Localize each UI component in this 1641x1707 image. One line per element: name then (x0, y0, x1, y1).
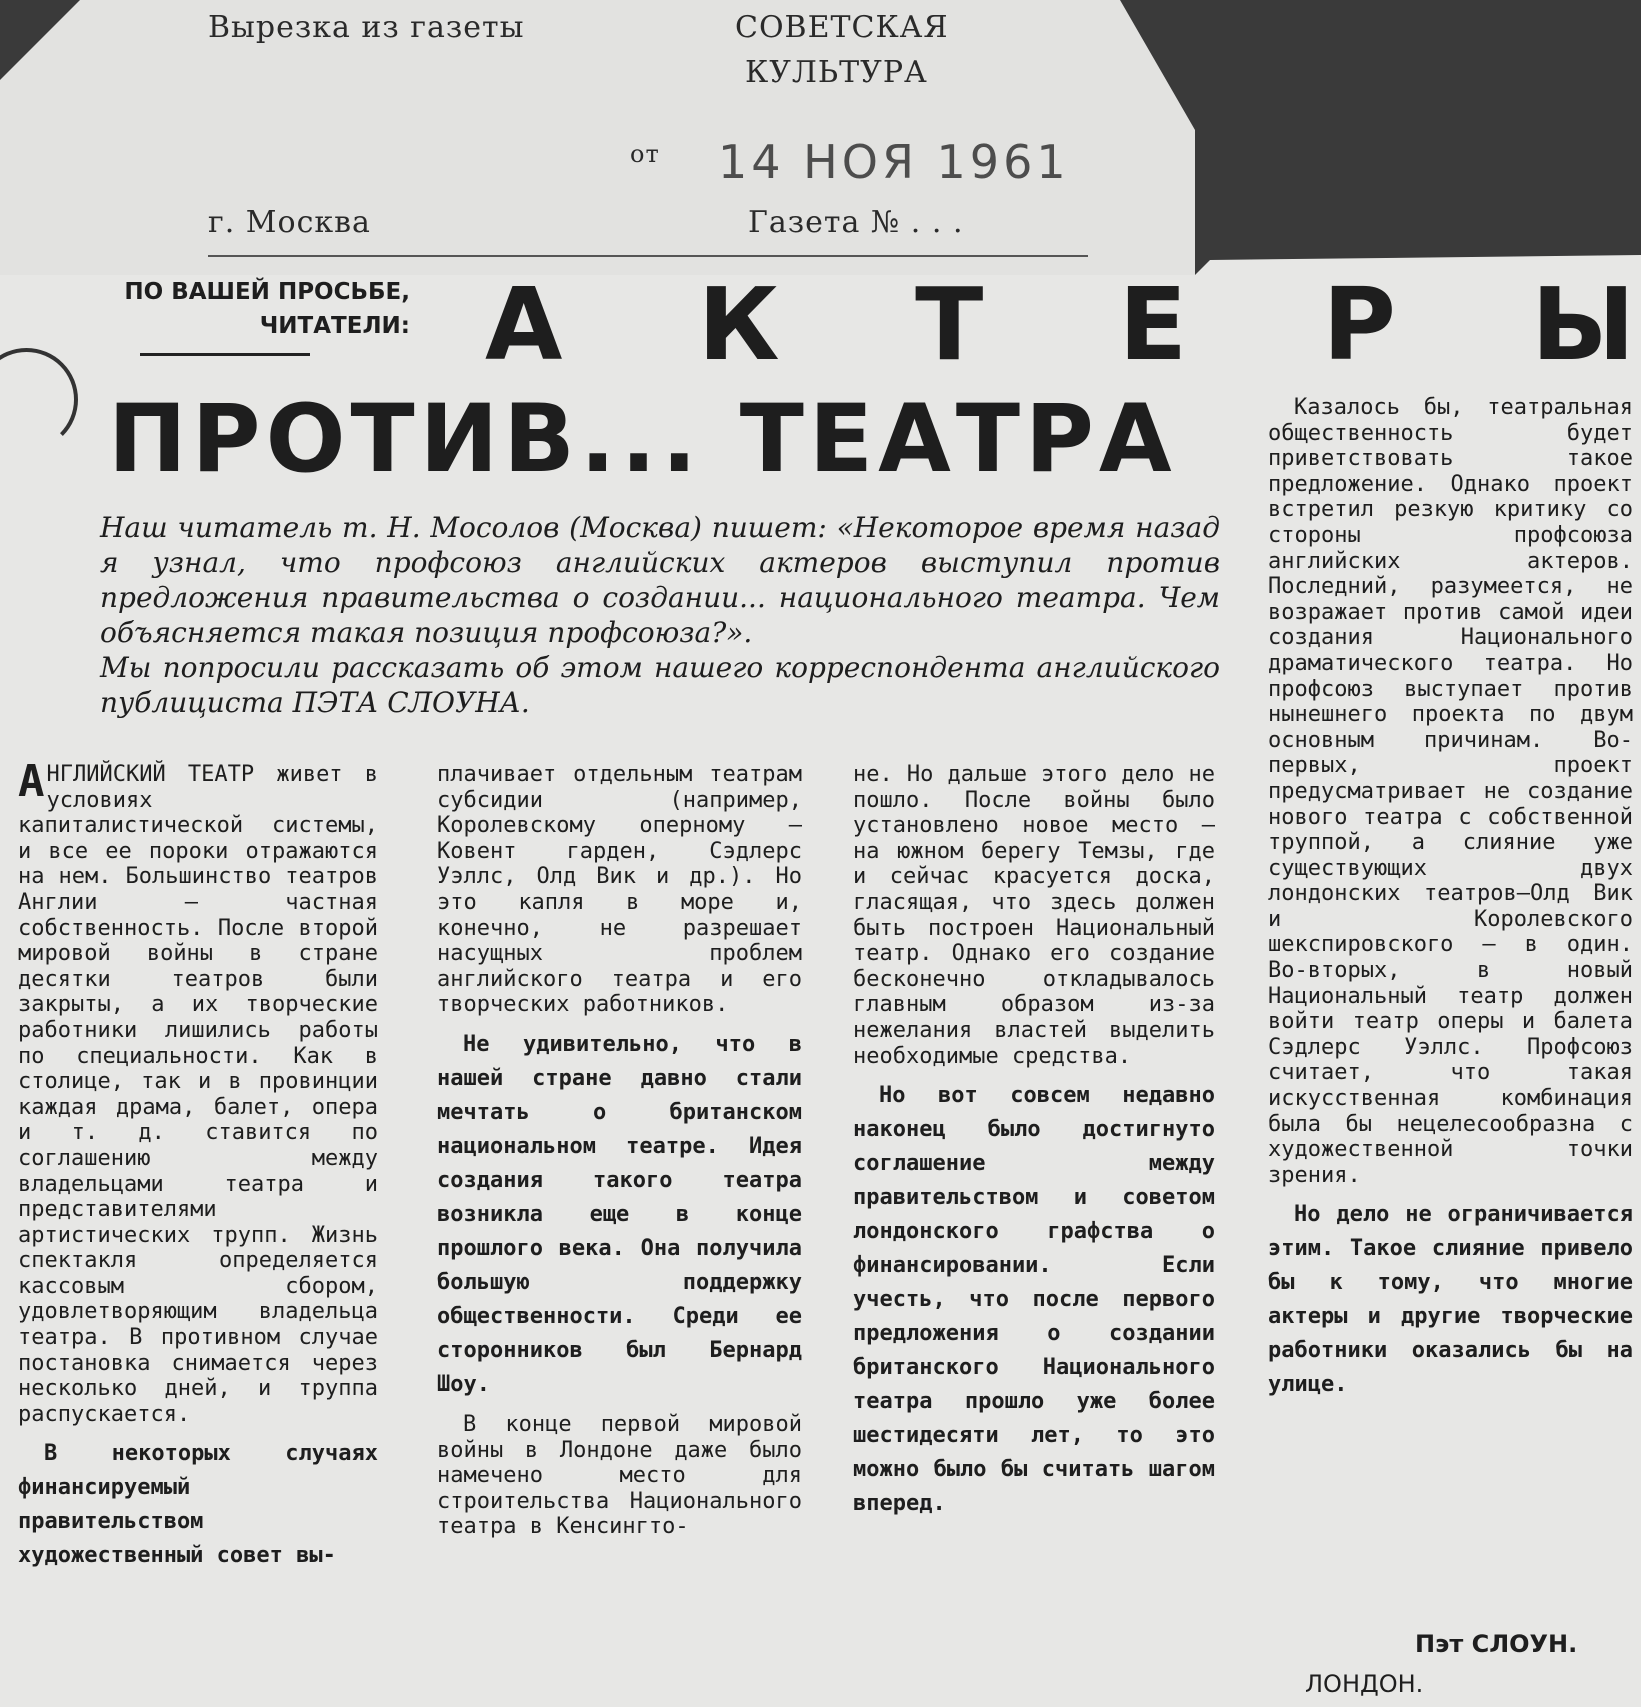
column-4 (1268, 395, 1633, 1412)
paragraph: В конце первой мировой войны в Лондоне даже было намечено место для строительства Национального театра в Кенсингто- (437, 1411, 802, 1540)
rubric-line2: ЧИТАТЕЛИ: (259, 313, 410, 339)
author-signature: Пэт СЛОУН. (1415, 1630, 1578, 1658)
column-1 (18, 756, 378, 1583)
paragraph: Казалось бы, театральная общественность будет приветствовать такое предложение. Однако проект встретил резкую критику со стороны профсоюза английских актеров. Последний, разумеется, не возражает против самой идеи создания Национального драматического театра. Но профсоюз выступает против нынешнего проекта по двум основным причинам. Во-первых, проект предусматривает не создание нового театра с собственной труппой, а слияние уже существующих двух лондонских театров—Олд Вик и Королевского шекспировского — в один. Во-вторых, в новый Национальный театр должен войти театр оперы и балета Сэдлерс Уэллс. Профсоюз считает, что такая искусственная комбинация была бы нецелесообразна с художественной точки зрения. (1268, 395, 1633, 1188)
dateline-place: ЛОНДОН. (1305, 1670, 1424, 1698)
paragraph: АНГЛИЙСКИЙ ТЕАТР живет в условиях капиталистической системы, и все ее пороки отражаются на нем. Большинство театров Англии — частная собственность. После второй мировой войны в стране десятки театров были закрыты, а их творческие работники лишились работы по специальности. Как в столице, так и в провинции каждая драма, балет, опера и т. д. ставится по соглашению между владельцами театра и представителями артистических трупп. Жизнь спектакля определяется кассовым сбором, удовлетворяющим владельца театра. В противном случае постановка снимается через несколько дней, и труппа распускается. (18, 756, 378, 1427)
headline-letter: Т (915, 266, 984, 383)
headline-line1 (485, 266, 1635, 383)
column-2 (437, 762, 802, 1550)
city-label: г. Москва (208, 205, 371, 240)
newspaper-name-line1: СОВЕТСКАЯ (735, 10, 949, 45)
intro-paragraph: Наш читатель т. Н. Мосолов (Москва) пишет: «Некоторое время назад я узнал, что профсоюз английских актеров выступил против предложения правительства о создании... национального театра. Чем объясняется такая позиция профсоюза?». (100, 511, 1220, 649)
headline-letter: Е (1118, 266, 1188, 383)
headline-letter: А (485, 266, 563, 383)
paragraph: плачивает отдельным театрам субсидии (например, Королевскому оперному — Ковент гарден, Сэдлерс Уэллс, Олд Вик и др.). Но это капля в море и, конечно, не разрешает насущных проблем английского театра и его творческих работников. (437, 762, 802, 1018)
date-stamp: 14 НОЯ 1961 (718, 135, 1070, 189)
headline-letter: К (697, 266, 780, 383)
paragraph: Но вот совсем недавно наконец было достигнуто соглашение между правительством и советом лондонского графства о финансировании. Если учесть, что после первого предложения о создании британского Национального театра прошло уже более шестидесяти лет, то это можно было бы считать шагом вперед. (853, 1083, 1215, 1517)
paragraph: Не удивительно, что в нашей стране давно стали мечтать о британском национальном театре. Идея создания такого театра возникла еще в конце прошлого века. Она получила большую поддержку общественности. Среди ее сторонников был Бернард Шоу. (437, 1031, 802, 1397)
column-3 (853, 762, 1215, 1531)
rubric (55, 275, 410, 343)
date-prefix: от (630, 140, 660, 168)
issue-label: Газета № . . . (748, 205, 964, 240)
intro-paragraph: Мы попросили рассказать об этом нашего корреспондента английского публициста ПЭТА СЛОУНА. (100, 651, 1220, 719)
rubric-line1: ПО ВАШЕЙ ПРОСЬБЕ, (124, 279, 410, 305)
newspaper-name-line2: КУЛЬТУРА (745, 55, 928, 90)
rubric-underline (140, 353, 310, 356)
drop-cap: А (18, 756, 45, 807)
headline-letter: Р (1322, 266, 1396, 383)
clip-from-label: Вырезка из газеты (208, 10, 525, 45)
headline-letter: Ы (1531, 266, 1635, 383)
paragraph: Но дело не ограничивается этим. Такое слияние привело бы к тому, что многие актеры и другие творческие работники оказались бы на улице. (1268, 1202, 1633, 1398)
paragraph: В некоторых случаях финансируемый правительством художественный совет вы- (18, 1441, 378, 1569)
article-intro (100, 510, 1220, 720)
header-rule (208, 255, 1088, 257)
headline-line2: ПРОТИВ... ТЕАТРА (108, 385, 1177, 494)
paragraph: не. Но дальше этого дело не пошло. После войны было установлено новое место — на южном берегу Темзы, где и сейчас красуется доска, гласящая, что здесь должен быть построен Национальный театр. Однако его создание бесконечно откладывалось главным образом из-за нежелания властей выделить необходимые средства. (853, 762, 1215, 1069)
